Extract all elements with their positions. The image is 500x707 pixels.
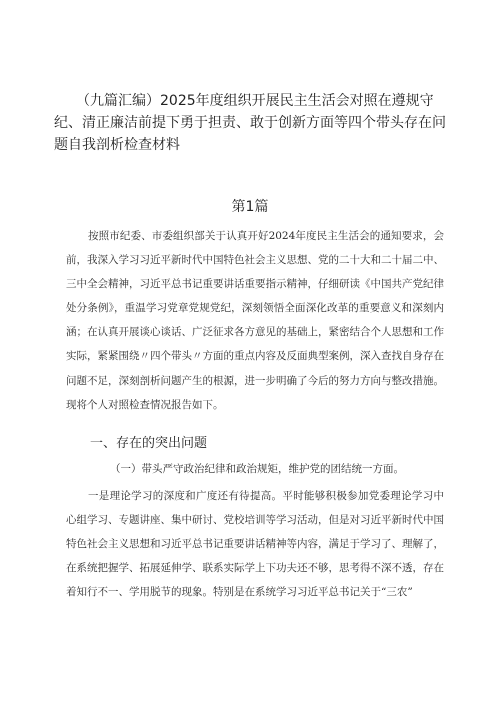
- section-title: 第1篇: [231, 199, 269, 215]
- heading-existing-problems: 一、存在的突出问题: [90, 436, 208, 451]
- document-title: （九篇汇编）2025年度组织开展民主生活会对照在遵规守纪、清正廉洁前提下勇于担责、敢于创新方面等四个带头存在问题自我剖析检查材料: [54, 93, 446, 153]
- body-paragraph: 一是理论学习的深度和广度还有待提高。平时能够积极参加党委理论学习中心组学习、专题讲座、集中研讨、党校培训等学习活动，但是对习近平新时代中国特色社会主义思想和习近平总书记重要讲话精神等内容，满足于学习了、理解了，在系统把握学、拓展延伸学、联系实际学上下功夫还不够，思考得不深不透，存在着知行不一、学用脱节的现象。特别是在系统学习习近平总书记关于“三农”: [66, 490, 444, 599]
- intro-paragraph: 按照市纪委、市委组织部关于认真开好2024年度民主生活会的通知要求，会前，我深入学习习近平新时代中国特色社会主义思想、党的二十大和二十届二中、三中全会精神，习近平总书记重要讲话重要指示精神，仔细研读《中国共产党纪律处分条例》，重温学习党章党规党纪，深刻领悟全面深化改革的重要意义和深刻内涵；在认真开展谈心谈话、广泛征求各方意见的基础上，紧密结合个人思想和工作实际，紧紧围绕〃四个带头〃方面的重点内容及反面典型案例，深入查找自身存在问题不足，深刻剖析问题产生的根源，进一步明确了今后的努力方向与整改措施。现将个人对照检查情况报告如下。: [66, 230, 444, 411]
- subheading-political-discipline: （一）带头严守政治纪律和政治规矩，维护党的团结统一方面。: [110, 463, 404, 475]
